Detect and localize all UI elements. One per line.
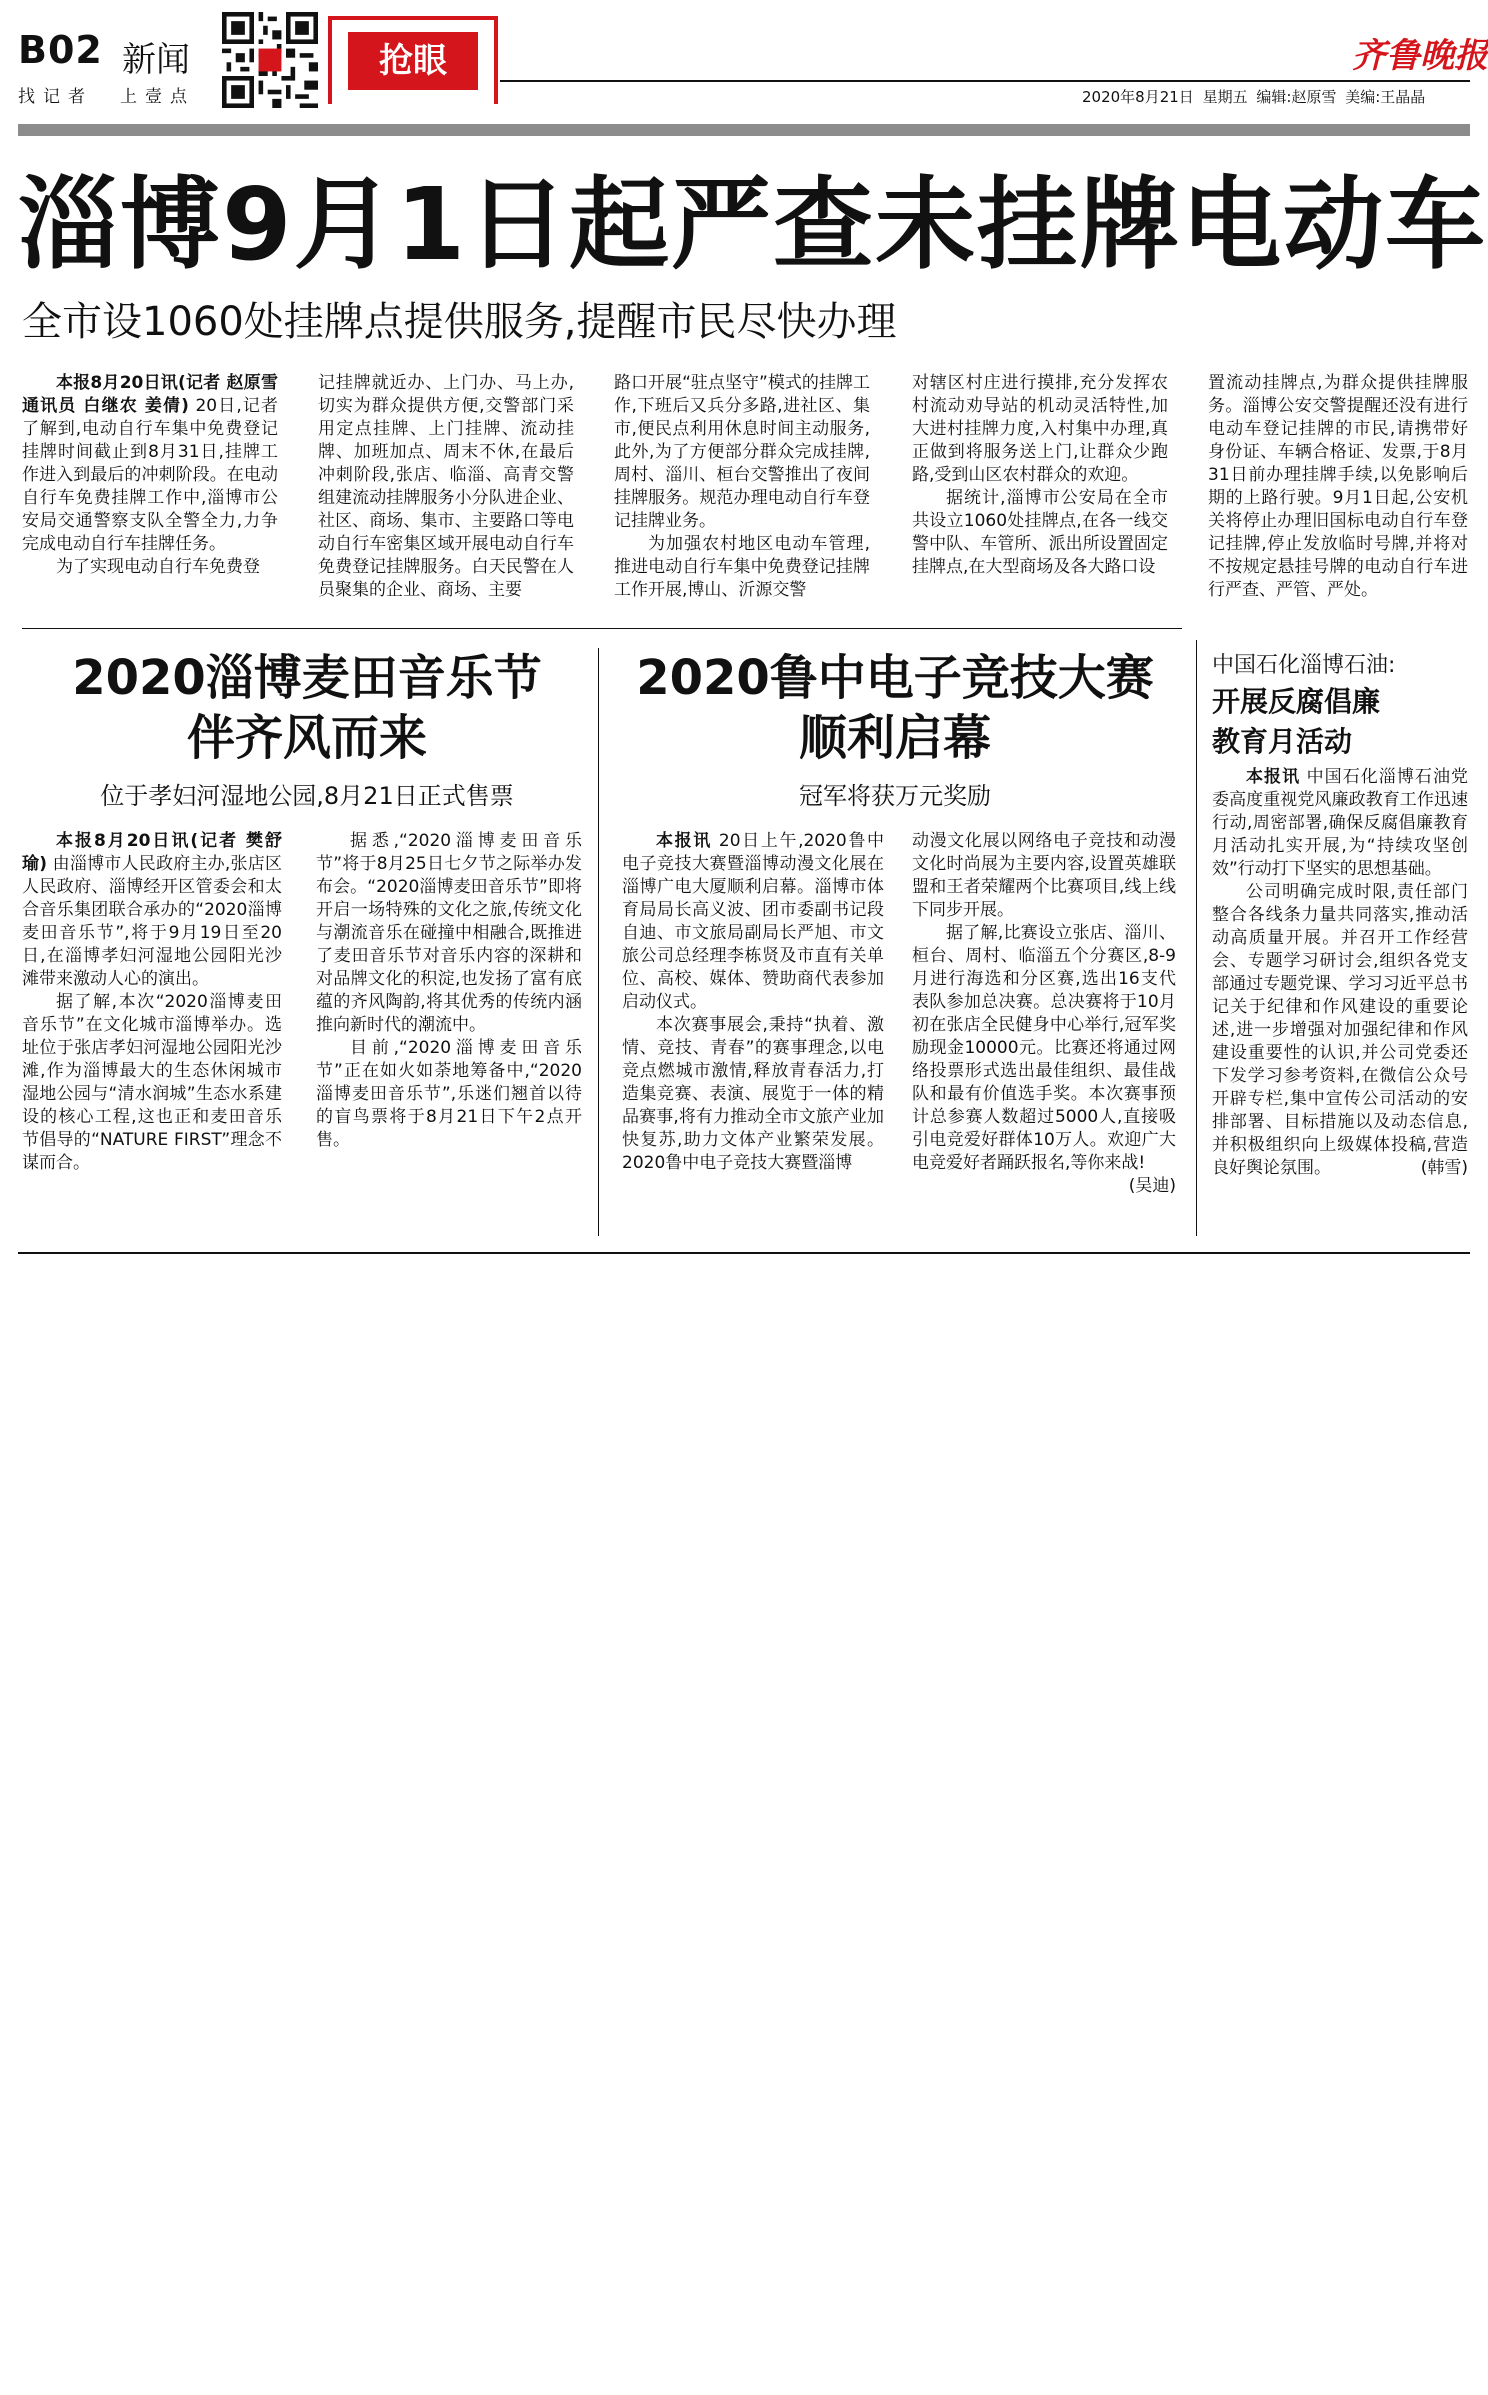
story3-kicker: 中国石化淄博石油: [1212, 653, 1396, 678]
story3-byline: 本报讯 [1246, 767, 1301, 787]
lead-column-3 [614, 372, 870, 602]
lead-column-5 [1208, 372, 1468, 602]
story1-column-1 [22, 830, 282, 1175]
lead-paragraph: 据统计,淄博市公安局在全市共设立1060处挂牌点,在各一线交警中队、车管所、派出所设置固定挂牌点,在大型商场及各大路口设 [912, 488, 1168, 577]
lead-paragraph: 置流动挂牌点,为群众提供挂牌服务。淄博公安交警提醒还没有进行电动车登记挂牌的市民,请携带好身份证、车辆合格证、发票,于8月31日前办理挂牌手续,以免影响后期的上路行驶。9月1日起,公安机关将停止办理旧国标电动自行车登记挂牌,停止发放临时号牌,并将对不按规定悬挂号牌的电动自行车进行严查、严管、严处。 [1208, 373, 1468, 600]
issue-editor: 编辑:赵原雪 [1256, 88, 1337, 106]
header-rule [500, 80, 1470, 82]
lead-headline: 淄博9月1日起严查未挂牌电动车 [18, 166, 1488, 283]
issue-weekday: 星期五 [1202, 88, 1248, 106]
issue-info [1082, 86, 1425, 107]
newspaper-masthead: 齐鲁晚报 [1352, 36, 1488, 76]
story3-title-line2: 教育月活动 [1212, 725, 1353, 758]
story2-column-2 [912, 830, 1176, 1198]
lead-column-4 [912, 372, 1168, 579]
qr-code-icon[interactable] [222, 12, 318, 108]
story1-paragraph: 目前,“2020淄博麦田音乐节”正在如火如荼地筹备中,“2020淄博麦田音乐节”,乐迷们翘首以待的盲鸟票将于8月21日下午2点开售。 [316, 1038, 582, 1150]
lead-paragraph: 对辖区村庄进行摸排,充分发挥农村流动劝导站的机动灵活特性,加大进村挂牌力度,入村集中办理,真正做到将服务送上门,让群众少跑路,受到山区农村群众的欢迎。 [912, 373, 1168, 485]
story1-column-2 [316, 830, 582, 1152]
story1-paragraph: 据悉,“2020淄博麦田音乐节”将于8月25日七夕节之际举办发布会。“2020淄博麦田音乐节”即将开启一场特殊的文化之旅,传统文化与潮流音乐在碰撞中相融合,既推进了麦田音乐节对音乐内容的深耕和对品牌文化的积淀,也发扬了富有底蕴的齐风陶韵,将其优秀的传统内涵推向新时代的潮流中。 [316, 831, 582, 1035]
story1-byline: 本报8月20日讯(记者 樊舒瑜) [22, 831, 282, 874]
story2-paragraph: 动漫文化展以网络电子竞技和动漫文化时尚展为主要内容,设置英雄联盟和王者荣耀两个比赛项目,线上线下同步开展。 [912, 831, 1176, 920]
issue-designer: 美编:王晶晶 [1345, 88, 1426, 106]
find-reporter-label: 找记者 [18, 87, 93, 107]
column-divider [598, 648, 599, 1236]
story3-paragraph: 公司明确完成时限,责任部门整合各线条力量共同落实,推动活动高质量开展。并召开工作经营会、专题学习研讨会,组织各党支部通过专题党课、学习习近平总书记关于纪律和作风建设的重要论述,进一步增强对加强纪律和作风建设重要性的认识,并公司党委还下发学习参考资料,在微信公众号开辟专栏,集中宣传公司活动的安排部署、目标措施以及动态信息,并积极组织向上级媒体投稿,营造良好舆论氛围。 [1212, 882, 1468, 1178]
lead-byline: 本报8月20日讯(记者 赵原雪 通讯员 白继农 姜倩) [22, 373, 278, 416]
column-divider [1196, 640, 1197, 1236]
story2-title-line2: 顺利启幕 [798, 710, 991, 766]
story2-subtitle: 冠军将获万元奖励 [799, 782, 991, 810]
section-divider [22, 628, 1182, 629]
lead-subhead: 全市设1060处挂牌点提供服务,提醒市民尽快办理 [22, 299, 897, 345]
lead-paragraph: 为了实现电动自行车免费登 [56, 557, 260, 577]
story2-paragraph: 20日上午,2020鲁中电子竞技大赛暨淄博动漫文化展在淄博广电大厦顺利启幕。淄博市体育局局长高义波、团市委副书记段自迪、市文旅局副局长严旭、市文旅公司总经理李栋贤及市直有关单位、高校、媒体、赞助商代表参加启动仪式。 [622, 831, 885, 1012]
story3-author: (韩雪) [1420, 1158, 1468, 1178]
story2-byline: 本报讯 [656, 831, 712, 851]
lead-paragraph: 记挂牌就近办、上门办、马上办,切实为群众提供方便,交警部门采用定点挂牌、上门挂牌、流动挂牌、加班加点、周末不休,在最后冲刺阶段,张店、临淄、高青交警组建流动挂牌服务小分队进企业、社区、商场、集市、主要路口等电动自行车密集区域开展电动自行车免费登记挂牌服务。白天民警在人员聚集的企业、商场、主要 [318, 373, 574, 600]
story2-paragraph: 据了解,比赛设立张店、淄川、桓台、周村、临淄五个分赛区,8-9月进行海选和分区赛,选出16支代表队参加总决赛。总决赛将于10月初在张店全民健身中心举行,冠军奖励现金10000元。比赛还将通过网络投票形式选出最佳组织、最佳战队和最有价值选手奖。本次赛事预计总参赛人数超过5000人,直接吸引电竞爱好群体10万人。欢迎广大电竞爱好者踊跃报名,等你来战! [912, 923, 1176, 1173]
story1-paragraph: 据了解,本次“2020淄博麦田音乐节”在文化城市淄博举办。选址位于张店孝妇河湿地公园阳光沙滩,作为淄博最大的生态休闲城市湿地公园与“清水润城”生态水系建设的核心工程,这也正和麦田音乐节倡导的“NATURE FIRST”理念不谋而合。 [22, 992, 282, 1173]
story1-title-line2: 伴齐风而来 [186, 710, 427, 766]
story3-column [1212, 766, 1468, 1180]
page-bottom-rule [18, 1252, 1470, 1254]
section-name: 新闻 [122, 40, 190, 80]
story1-title [22, 648, 592, 768]
story1-paragraph: 由淄博市人民政府主办,张店区人民政府、淄博经开区管委会和太合音乐集团联合承办的“2020淄博麦田音乐节”,将于9月19日至20日,在淄博孝妇河湿地公园阳光沙滩带来激动人心的演出。 [22, 854, 282, 989]
lead-column-2 [318, 372, 574, 602]
story1-title-line1: 2020淄博麦田音乐节 [72, 650, 542, 706]
story3-title [1212, 682, 1380, 762]
story1-subtitle: 位于孝妇河湿地公园,8月21日正式售票 [100, 782, 514, 810]
story2-title [610, 648, 1180, 768]
column-badge: 抢眼 [348, 32, 478, 90]
lead-paragraph: 路口开展“驻点坚守”模式的挂牌工作,下班后又兵分多路,进社区、集市,便民点利用休息时间主动服务,此外,为了方便部分群众完成挂牌,周村、淄川、桓台交警推出了夜间挂牌服务。规范办理电动自行车登记挂牌业务。 [614, 373, 870, 531]
lead-paragraph: 为加强农村地区电动车管理,推进电动自行车集中免费登记挂牌工作开展,博山、沂源交警 [614, 534, 870, 600]
lead-column-1 [22, 372, 278, 579]
story3-paragraph: 中国石化淄博石油党委高度重视党风廉政教育工作迅速行动,周密部署,确保反腐倡廉教育月活动扎实开展,为“持续攻坚创效”行动打下坚实的思想基础。 [1212, 767, 1469, 879]
story3-title-line1: 开展反腐倡廉 [1212, 685, 1381, 718]
header-bar [18, 124, 1470, 136]
lead-paragraph: 20日,记者了解到,电动自行车集中免费登记挂牌时间截止到8月31日,挂牌工作进入到最后的冲刺阶段。在电动自行车免费挂牌工作中,淄博市公安局交通警察支队全警全力,力争完成电动自行车挂牌任务。 [22, 396, 278, 554]
page-number: B02 [18, 28, 103, 72]
issue-date: 2020年8月21日 [1082, 88, 1194, 106]
story2-paragraph: 本次赛事展会,秉持“执着、激情、竞技、青春”的赛事理念,以电竞点燃城市激情,释放青春活力,打造集竞赛、表演、展览于一体的精品赛事,将有力推动全市文旅产业加快复苏,助力文体产业繁荣发展。2020鲁中电子竞技大赛暨淄博 [622, 1015, 884, 1173]
app-label: 上壹点 [120, 87, 195, 107]
story2-column-1 [622, 830, 884, 1175]
story2-title-line1: 2020鲁中电子竞技大赛 [636, 650, 1154, 706]
story2-author: (吴迪) [1128, 1176, 1176, 1196]
